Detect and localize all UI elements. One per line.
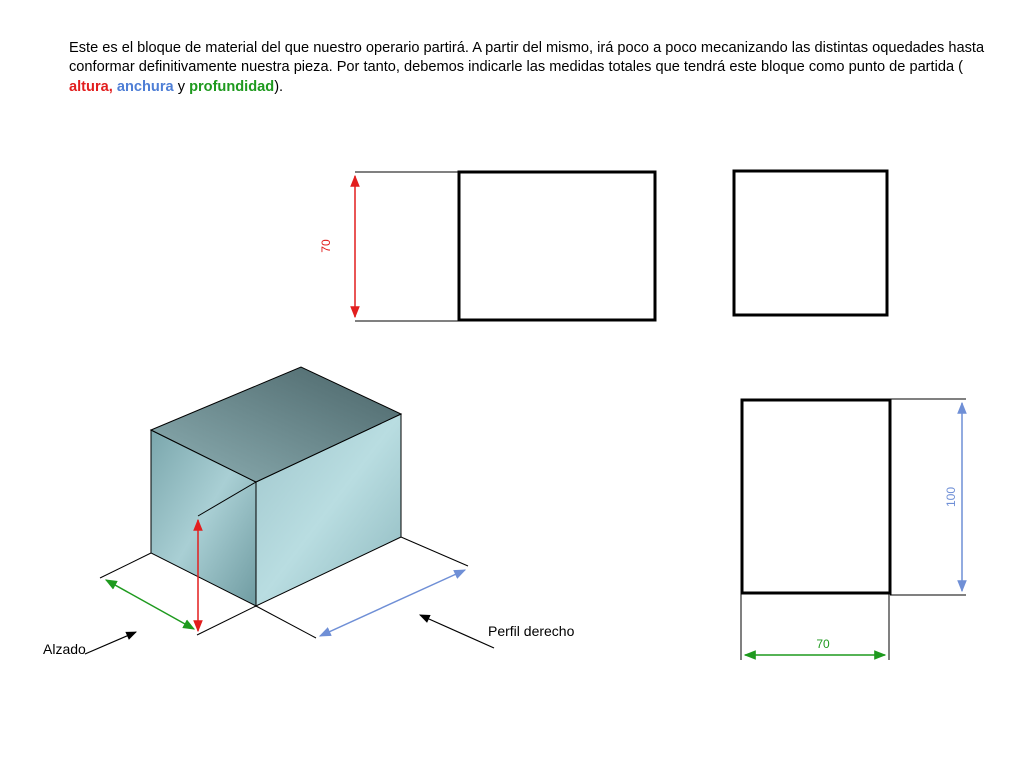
alzado-label: Alzado bbox=[43, 641, 86, 657]
iso-width-extension-right bbox=[401, 537, 468, 566]
side-view bbox=[734, 171, 887, 315]
keyword-anchura: anchura bbox=[116, 78, 174, 95]
perfil-derecho-arrow bbox=[420, 615, 494, 648]
front-view bbox=[319, 172, 655, 321]
separator-comma: , bbox=[108, 78, 113, 95]
keyword-altura: altura bbox=[69, 78, 109, 95]
separator-y: y bbox=[173, 78, 190, 95]
keyword-profundidad: profundidad bbox=[189, 78, 275, 95]
perfil-derecho-label: Perfil derecho bbox=[488, 623, 575, 639]
depth-dimension-label: 70 bbox=[816, 637, 830, 651]
height-dimension-label: 70 bbox=[319, 239, 333, 253]
caption-alzado bbox=[43, 632, 136, 657]
iso-width-extension-left bbox=[256, 606, 316, 638]
width-dimension-label: 100 bbox=[944, 486, 958, 508]
intro-closing: ). bbox=[274, 78, 284, 95]
iso-depth-extension-right bbox=[197, 606, 256, 635]
front-view-outline bbox=[459, 172, 655, 320]
alzado-arrow bbox=[85, 632, 136, 654]
iso-width-dimension-line bbox=[320, 570, 465, 636]
top-view-outline bbox=[742, 400, 890, 593]
intro-text: Este es el bloque de material del que nuestro operario partirá. A partir del mismo, irá poco a poco mecanizando las distintas oquedades hasta conformar definitivamente nuestra pieza. Por tanto, debemos indicarle las medidas totales que tendrá este bloque como punto de partida ( bbox=[69, 40, 985, 76]
top-view bbox=[741, 399, 966, 660]
isometric-block bbox=[100, 367, 468, 638]
caption-perfil bbox=[420, 615, 575, 648]
side-view-outline bbox=[734, 171, 887, 315]
iso-depth-dimension-line bbox=[106, 580, 194, 629]
iso-depth-extension-left bbox=[100, 553, 151, 578]
